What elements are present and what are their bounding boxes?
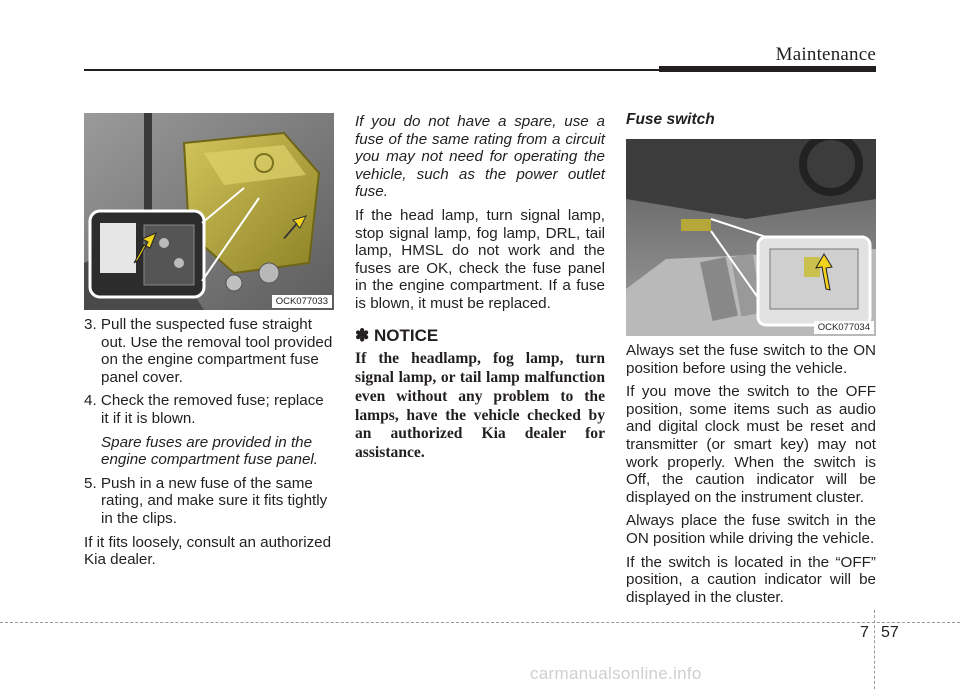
photo-caption: OCK077033: [272, 295, 332, 308]
lamp-fuse-paragraph: If the head lamp, turn signal lamp, stop signal lamp, fog lamp, DRL, tail lamp, HMSL do not work and the fuses are OK, check the fuse panel in the engine compartment. If a fuse is blown, it must be replaced.: [355, 206, 605, 312]
photo-caption: OCK077034: [814, 321, 874, 334]
fuse-switch-paragraph-4: If the switch is located in the “OFF” position, a caution indicator will be displayed in the cluster.: [626, 553, 876, 606]
left-column: [84, 316, 334, 575]
closing-paragraph: If it fits loosely, consult an authorized Kia dealer.: [84, 533, 332, 569]
fuse-switch-paragraph-2: If you move the switch to the OFF position, some items such as audio and digital clock must be reset and transmitter (or smart key) may not work properly. When the switch is Off, the caution indicator will be displayed on the instrument cluster.: [626, 383, 876, 506]
chapter-number: 7: [860, 624, 869, 641]
footer-rule: [0, 622, 960, 623]
step-4: 4. Check the removed fuse; replace it if it is blown.: [84, 392, 324, 427]
right-column: [626, 342, 876, 612]
spare-fuse-note: Spare fuses are provided in the engine compartment fuse panel.: [101, 433, 318, 469]
step-3: 3. Pull the suspected fuse straight out. Use the removal tool provided on the engine compartment fuse panel cover.: [84, 316, 333, 386]
notice-body: If the headlamp, fog lamp, turn signal lamp, or tail lamp malfunction even without any problem to the lamps, have the vehicle checked by an authorized Kia dealer for assistance.: [355, 350, 605, 462]
interior-fuse-panel-illustration: [626, 139, 876, 336]
header-rule: [84, 69, 661, 71]
watermark: carmanualsonline.info: [530, 664, 702, 683]
engine-fuse-box-photo: [84, 113, 334, 310]
interior-fuse-panel-photo: [626, 139, 876, 336]
section-header: Maintenance: [775, 44, 876, 65]
middle-column: [355, 113, 605, 463]
header-rule-bold: [659, 66, 876, 72]
spare-fuse-paragraph: If you do not have a spare, use a fuse of the same rating from a circuit you may not need for operating the vehicle, such as the power outlet fuse.: [355, 113, 605, 201]
fuse-switch-paragraph-1: Always set the fuse switch to the ON position before using the vehicle.: [626, 342, 876, 377]
step-5: 5. Push in a new fuse of the same rating, and make sure it fits tightly in the clips.: [84, 474, 328, 527]
page-number: 57: [881, 624, 899, 641]
fuse-switch-title: Fuse switch: [626, 111, 715, 128]
footer-divider: [874, 610, 876, 689]
fuse-switch-paragraph-3: Always place the fuse switch in the ON position while driving the vehicle.: [626, 512, 876, 547]
notice-heading: ✽ NOTICE: [355, 325, 439, 345]
engine-compartment-illustration: [84, 113, 334, 310]
